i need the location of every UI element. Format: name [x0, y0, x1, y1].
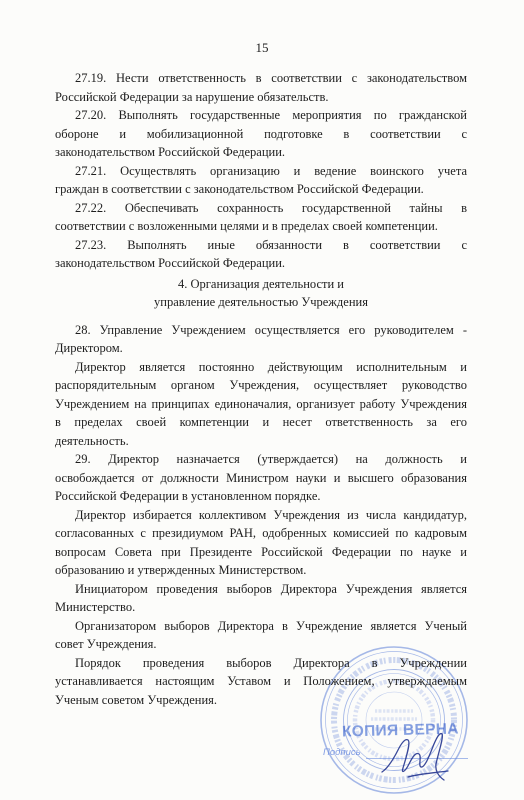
- certified-copy-stamp: КОПИЯ ВЕРНА: [341, 720, 460, 741]
- director-election-line-4: образованию и утвержденных Министерством.: [55, 563, 307, 577]
- director-role-paragraph: [55, 358, 467, 451]
- election-initiator-paragraph: [55, 580, 467, 617]
- clause-27-22-line-2: соответствии с возложенными целями и в пределах своей компетенции.: [55, 219, 438, 233]
- clause-28-line-1: 28. Управление Учреждением осуществляется его руководителем -: [75, 322, 467, 337]
- election-procedure-line-2: устанавливается настоящим Уставом и Положением, утверждаемым: [55, 674, 467, 688]
- clause-28-line-2: Директором.: [55, 341, 123, 355]
- election-organizer-line-1: Организатором выборов Директора в Учреждение является Ученый: [75, 618, 467, 633]
- clause-27-20-line-3: законодательством Российской Федерации.: [55, 145, 286, 159]
- clause-27-21-line-2: граждан в соответствии с законодательством Российской Федерации.: [55, 182, 424, 196]
- section-4-heading-line-2: управление деятельностью Учреждения: [154, 295, 368, 309]
- handwritten-signature: [378, 728, 450, 784]
- election-initiator-line-1: Инициатором проведения выборов Директора Учреждения является: [75, 581, 467, 596]
- section-4-heading: [55, 275, 467, 312]
- clause-27-19: [55, 69, 467, 106]
- election-organizer-line-2: совет Учреждения.: [55, 637, 157, 651]
- signature-label: Подпись: [323, 747, 361, 758]
- clause-27-19-line-1: 27.19. Нести ответственность в соответствии с законодательством: [75, 71, 467, 85]
- clause-27-20: [55, 106, 467, 162]
- director-election-line-1: Директор избирается коллективом Учреждения из числа кандидатур,: [75, 507, 467, 522]
- clause-27-19-line-2: Российской Федерации за нарушение обязательств.: [55, 89, 329, 104]
- director-election-paragraph: [55, 506, 467, 580]
- clause-27-21: [55, 162, 467, 199]
- clause-29-line-1: 29. Директор назначается (утверждается) на должность и: [75, 452, 467, 466]
- director-election-line-2: согласованных с президиумом РАН, одобренных комиссией по кадровым: [55, 526, 467, 540]
- director-role-line-2: распорядительным органом Учреждения, осуществляет руководство: [55, 378, 467, 392]
- clause-27-23-line-1: 27.23. Выполнять иные обязанности в соответствии с: [75, 237, 467, 252]
- director-role-line-1: Директор является постоянно действующим исполнительным и: [75, 359, 467, 374]
- clause-28: [55, 321, 467, 358]
- director-role-line-3: Учреждением на принципах единоначалия, организует работу Учреждения: [55, 396, 467, 411]
- section-4-heading-line-1: 4. Организация деятельности и: [178, 276, 344, 291]
- clause-27-22: [55, 199, 467, 236]
- clause-27-23: [55, 236, 467, 273]
- director-role-line-5: деятельность.: [55, 433, 129, 448]
- election-procedure-line-3: Ученым советом Учреждения.: [55, 692, 218, 707]
- election-initiator-line-2: Министерство.: [55, 600, 136, 614]
- clause-27-23-line-2: законодательством Российской Федерации.: [55, 256, 286, 270]
- page-number: 15: [255, 40, 269, 55]
- director-election-line-3: вопросам Совета при Президенте Российской Федерации по науке и: [55, 544, 467, 559]
- document-body: [55, 69, 467, 709]
- election-procedure-line-1: Порядок проведения выборов Директора в Учреждении: [75, 655, 467, 670]
- clause-27-20-line-2: обороне и мобилизационной подготовке в соответствии с: [55, 126, 467, 141]
- clause-27-22-line-1: 27.22. Обеспечивать сохранность государственной тайны в: [75, 200, 467, 215]
- clause-29-line-3: Российской Федерации в установленном порядке.: [55, 489, 321, 503]
- clause-29: [55, 450, 467, 506]
- clause-27-20-line-1: 27.20. Выполнять государственные мероприятия по гражданской: [75, 108, 467, 122]
- clause-29-line-2: освобождается от должности Министром науки и высшего образования: [55, 470, 467, 485]
- clause-27-21-line-1: 27.21. Осуществлять организацию и ведение воинского учета: [75, 163, 467, 178]
- director-role-line-4: в пределах своей компетенции и несет ответственность за его: [55, 415, 467, 429]
